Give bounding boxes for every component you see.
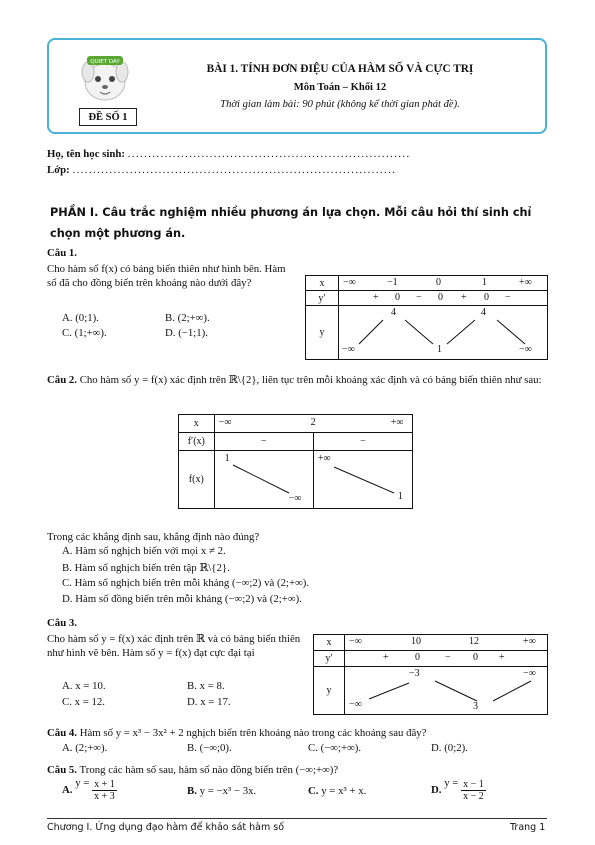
q3-sign-1: 0: [415, 652, 420, 663]
q2-x-row: [214, 415, 412, 433]
q2-y-right: [313, 451, 412, 509]
q3-y-1: −3: [409, 668, 420, 679]
q3-d-label: y′: [314, 651, 345, 667]
q5-option-c[interactable]: [308, 785, 366, 797]
q1-label: Câu 1.: [47, 247, 77, 259]
q1-variation-table: [305, 275, 548, 360]
q5-d-prefix: D.: [431, 783, 442, 796]
q2-d-label: f′(x): [179, 433, 215, 451]
q3-y-row: [345, 667, 548, 715]
q2-prompt: Trong các khẳng định sau, khẳng định nào đúng?: [47, 531, 260, 543]
mascot-logo: [74, 46, 136, 108]
q1-x-4: +∞: [519, 277, 532, 288]
q5-option-d[interactable]: [431, 776, 486, 802]
page-title: BÀI 1. TÍNH ĐƠN ĐIỆU CỦA HÀM SỐ VÀ CỰC TRỊ: [206, 63, 474, 75]
q2-label: Câu 2.: [47, 374, 77, 386]
q1-x-2: 0: [436, 277, 441, 288]
q5-d-den: x − 2: [463, 791, 484, 802]
q1-y-top-0: 4: [391, 307, 396, 318]
student-name-label: Họ, tên học sinh:: [47, 148, 125, 160]
student-name-line: [47, 148, 411, 160]
q1-text: Cho hàm số f(x) có bảng biến thiên như hình bên. Hàm số đã cho đồng biến trên khoảng nào dưới đây?: [47, 263, 286, 289]
q1-y-row: [339, 306, 548, 360]
q5-option-b[interactable]: [187, 785, 256, 797]
q5-label: Câu 5.: [47, 764, 77, 776]
q5-a-num: x + 1: [94, 779, 115, 790]
q5-option-a[interactable]: [62, 776, 117, 802]
question-3: [47, 616, 302, 660]
q3-y-3: −∞: [523, 668, 536, 679]
time-note: Thời gian làm bài: 90 phút (không kể thời gian phát đề).: [220, 99, 460, 110]
q1-y-bot-0: −∞: [342, 344, 355, 355]
question-5: [47, 763, 557, 777]
footer-rule: [47, 818, 547, 819]
question-4: [47, 726, 557, 740]
exam-number-badge: ĐỀ SỐ 1: [79, 108, 137, 126]
q5-a-fraction: [92, 779, 117, 802]
q1-x-3: 1: [482, 277, 487, 288]
q3-x-0: −∞: [349, 636, 362, 647]
q5-b-prefix: B.: [187, 785, 197, 797]
q2-y-left-bottom: −∞: [288, 493, 302, 504]
q5-d-fraction: [461, 779, 486, 802]
q1-x-row: [339, 276, 548, 291]
q1-option-a[interactable]: A. (0;1).: [62, 312, 99, 324]
q1-sign-6: −: [505, 292, 511, 303]
q1-y-bot-2: −∞: [519, 344, 532, 355]
q4-label: Câu 4.: [47, 727, 77, 739]
q2-sign-right: −: [313, 433, 412, 451]
section-title: PHẦN I. Câu trắc nghiệm nhiều phương án lựa chọn. Mỗi câu hỏi thí sinh chỉ chọn một phương án.: [50, 206, 532, 240]
student-class-label: Lớp:: [47, 164, 70, 176]
q3-arrows: [345, 667, 550, 715]
q1-y-label: y: [306, 306, 339, 360]
q2-x-label: x: [179, 415, 215, 433]
q1-x-1: −1: [387, 277, 398, 288]
q1-sign-3: 0: [438, 292, 443, 303]
q1-option-d[interactable]: D. (−1;1).: [165, 327, 208, 339]
q1-y-top-1: 4: [481, 307, 486, 318]
q4-text: Hàm số y = x³ − 3x² + 2 nghịch biến trên khoảng nào trong các khoảng sau đây?: [79, 727, 427, 739]
q3-variation-table: [313, 634, 548, 715]
q2-y-right-bottom: 1: [397, 491, 403, 502]
student-class-line: [47, 164, 396, 176]
q3-y-label: y: [314, 667, 345, 715]
q3-option-d[interactable]: D. x = 17.: [187, 696, 231, 708]
q3-sign-row: [345, 651, 548, 667]
q1-option-b[interactable]: B. (2;+∞).: [165, 312, 210, 324]
q1-x-label: x: [306, 276, 339, 291]
q2-option-a[interactable]: A. Hàm số nghịch biến với mọi x ≠ 2.: [62, 545, 226, 557]
q5-d-lhs: y =: [444, 776, 459, 789]
q1-sign-row: [339, 291, 548, 306]
q5-a-lhs: y =: [75, 776, 90, 789]
q5-a-prefix: A.: [62, 783, 73, 796]
q1-x-0: −∞: [343, 277, 356, 288]
q4-option-a[interactable]: A. (2;+∞).: [62, 742, 108, 754]
q2-sign-left: −: [214, 433, 313, 451]
q3-x-2: 12: [469, 636, 479, 647]
q3-label: Câu 3.: [47, 617, 77, 629]
q3-sign-0: +: [383, 652, 389, 663]
q3-y-0: −∞: [349, 699, 362, 710]
q2-text: Cho hàm số y = f(x) xác định trên ℝ\{2}, liên tục trên mỗi khoảng xác định và có bảng biến thiên như sau:: [79, 374, 542, 386]
q4-option-b[interactable]: B. (−∞;0).: [187, 742, 232, 754]
q2-option-c[interactable]: C. Hàm số nghịch biến trên mỗi khảng (−∞;2) và (2;+∞).: [62, 577, 310, 589]
q2-variation-table: [178, 414, 413, 509]
subject-subtitle: Môn Toán – Khối 12: [293, 82, 387, 93]
q5-c-prefix: C.: [308, 785, 319, 797]
q3-sign-4: +: [499, 652, 505, 663]
q2-x-1: 2: [310, 417, 316, 428]
q2-x-2: +∞: [390, 417, 404, 428]
name-dots[interactable]: .....................................................................: [127, 148, 411, 160]
class-dots[interactable]: ...............................................................................: [72, 164, 397, 176]
q3-option-b[interactable]: B. x = 8.: [187, 680, 225, 692]
q1-sign-2: −: [416, 292, 422, 303]
q2-y-right-top: +∞: [317, 453, 331, 464]
q1-sign-0: +: [373, 292, 379, 303]
q3-x-row: [345, 635, 548, 651]
q5-text: Trong các hàm số sau, hàm số nào đồng biến trên (−∞;+∞)?: [79, 764, 339, 776]
question-1: [47, 246, 297, 290]
q5-a-den: x + 3: [94, 791, 115, 802]
q1-d-label: y′: [306, 291, 339, 306]
q2-y-left: [214, 451, 313, 509]
q3-option-a[interactable]: A. x = 10.: [62, 680, 106, 692]
q2-option-b[interactable]: B. Hàm số nghịch biến trên tập ℝ\{2}.: [62, 562, 230, 574]
q1-arrows: [339, 306, 549, 360]
q1-y-bot-1: 1: [437, 344, 442, 355]
q3-option-c[interactable]: C. x = 12.: [62, 696, 105, 708]
q2-y-label: f(x): [179, 451, 215, 509]
q5-d-num: x − 1: [463, 779, 484, 790]
q3-sign-3: 0: [473, 652, 478, 663]
q3-text: Cho hàm số y = f(x) xác định trên ℝ và có bảng biến thiên như hình vẽ bên. Hàm số y = f(x) đạt cực đại tại: [47, 633, 301, 659]
q4-option-d[interactable]: D. (0;2).: [431, 742, 468, 754]
footer-chapter: Chương I. Ứng dụng đạo hàm để khảo sát hàm số: [47, 822, 285, 833]
q3-sign-2: −: [445, 652, 451, 663]
question-2: [47, 373, 552, 387]
q3-x-label: x: [314, 635, 345, 651]
q3-y-2: 3: [473, 701, 478, 712]
q1-sign-5: 0: [484, 292, 489, 303]
q1-sign-1: 0: [395, 292, 400, 303]
q1-option-c[interactable]: C. (1;+∞).: [62, 327, 107, 339]
q5-b-expr: y = −x³ − 3x.: [199, 785, 257, 797]
q3-x-3: +∞: [523, 636, 536, 647]
q5-c-expr: y = x³ + x.: [321, 785, 367, 797]
footer-page: Trang 1: [510, 822, 546, 833]
logo-text: QUIET DAY: [90, 59, 120, 65]
q2-y-left-top: 1: [224, 453, 230, 464]
q3-x-1: 10: [411, 636, 421, 647]
q4-option-c[interactable]: C. (−∞;+∞).: [308, 742, 362, 754]
q2-x-0: −∞: [218, 417, 232, 428]
q1-sign-4: +: [461, 292, 467, 303]
q2-option-d[interactable]: D. Hàm số đồng biến trên mỗi khảng (−∞;2) và (2;+∞).: [62, 593, 302, 605]
